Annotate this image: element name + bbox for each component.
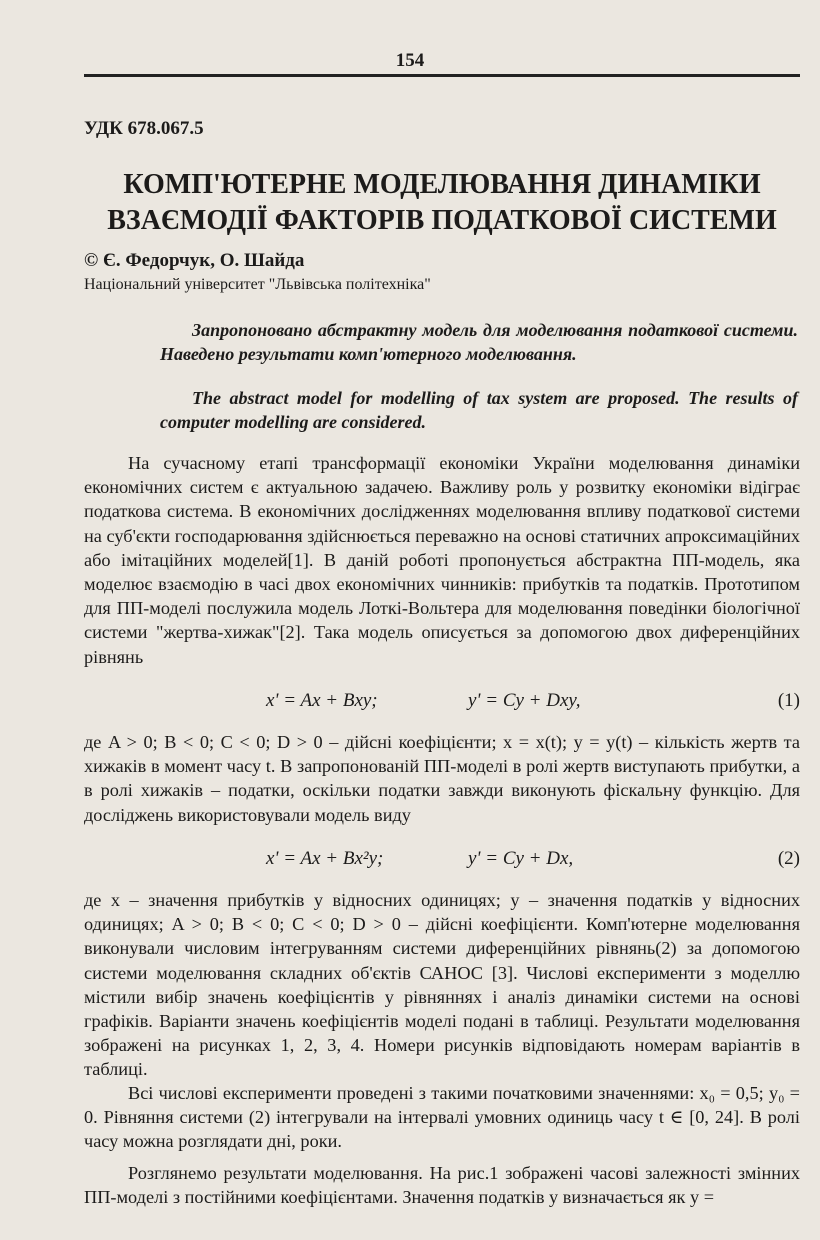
paragraph-1: На сучасному етапі трансформації економіки України моделювання динаміки економічних систем є актуальною задачею. Важливу роль у розвитку економіки відіграє податкова система. В економічних дослідженнях моделювання впливу податкової системи на суб'єкти господарювання здійснюється переважно на основі статичних апроксимаційних або імітаційних моделей[1]. В даній роботі пропонується абстрактна ПП-модель, яка моделює взаємодію в часі двох економічних чинників: прибутків та податків. Прототипом для ПП-моделі послужила модель Лоткі-Вольтера для моделювання поведінки біологічної системи "жертва-хижак"[2]. Така модель описується за допомогою двох диференційних рівнянь xyxy=(84,453,800,667)
paragraph-after-eq2 xyxy=(84,888,800,1082)
paragraph-intro xyxy=(84,451,800,669)
equation-2-left: x' = Ax + Bx²y; xyxy=(266,848,384,869)
paragraph-3: де x – значення прибутків у відносних одиницях; y – значення податків у відносних одиницях; A > 0; B < 0; C < 0; D > 0 – дійсні коефіцієнти. Комп'ютерне моделювання виконували числовим інтегруванням системи диференційних рівнянь(2) за допомогою системи моделювання складних об'єктів САНОС [3]. Числові експерименти з моделлю містили вибір значень коефіцієнтів у рівняннях і аналіз динаміки системи на основі графіків. Варіанти значень коефіцієнтів моделі подані в таблиці. Результати моделювання зображені на рисунках 1, 2, 3, 4. Номери рисунків відповідають номерам варіантів в таблиці. xyxy=(84,890,800,1080)
title-line-2: ВЗАЄМОДІЇ ФАКТОРІВ ПОДАТКОВОЇ СИСТЕМИ xyxy=(107,205,777,236)
header-rule xyxy=(84,74,800,77)
abstract-english: The abstract model for modelling of tax system are proposed. The results of computer modelling are considered. xyxy=(160,388,798,432)
paragraph-after-eq1 xyxy=(84,730,800,827)
paper-title xyxy=(84,167,800,239)
udk-code: УДК 678.067.5 xyxy=(84,118,204,139)
paragraph-5: Розглянемо результати моделювання. На рис.1 зображені часові залежності змінних ПП-моделі з постійними коефіцієнтами. Значення податків y визначається як y = xyxy=(84,1163,800,1208)
authors: © Є. Федорчук, О. Шайда xyxy=(84,250,305,271)
affiliation: Національний університет "Львівська політехніка" xyxy=(84,276,431,293)
page-number: 154 xyxy=(395,50,425,71)
abstract-ukrainian: Запропоновано абстрактну модель для моделювання податкової системи. Наведено результати комп'ютерного моделювання. xyxy=(160,320,798,364)
paragraph-4: Всі числові експерименти проведені з такими початковими значеннями: x₀ = 0,5; y₀ = 0. Рівняння системи (2) інтегрували на інтервалі умовних одиниць часу t ∈ [0, 24]. В ролі часу можна розглядати дні, роки. xyxy=(84,1083,800,1152)
paragraph-results xyxy=(84,1161,800,1209)
equation-1-number: (1) xyxy=(777,690,800,711)
equation-2-right: y' = Cy + Dx, xyxy=(468,848,574,869)
paragraph-initial-values xyxy=(84,1081,800,1154)
equation-2-number: (2) xyxy=(777,848,800,869)
equation-1-right: y' = Cy + Dxy, xyxy=(468,690,581,711)
equation-1-left: x' = Ax + Bxy; xyxy=(266,690,378,711)
paragraph-2: де A > 0; B < 0; C < 0; D > 0 – дійсні коефіцієнти; x = x(t); y = y(t) – кількість жертв та хижаків в момент часу t. В запропонованій ПП-моделі в ролі жертв виступають прибутки, а в ролі хижаків – податки, оскільки податки завжди виконують фіскальну функцію. Для досліджень використовували модель виду xyxy=(84,732,800,825)
title-line-1: КОМП'ЮТЕРНЕ МОДЕЛЮВАННЯ ДИНАМІКИ xyxy=(123,169,761,200)
